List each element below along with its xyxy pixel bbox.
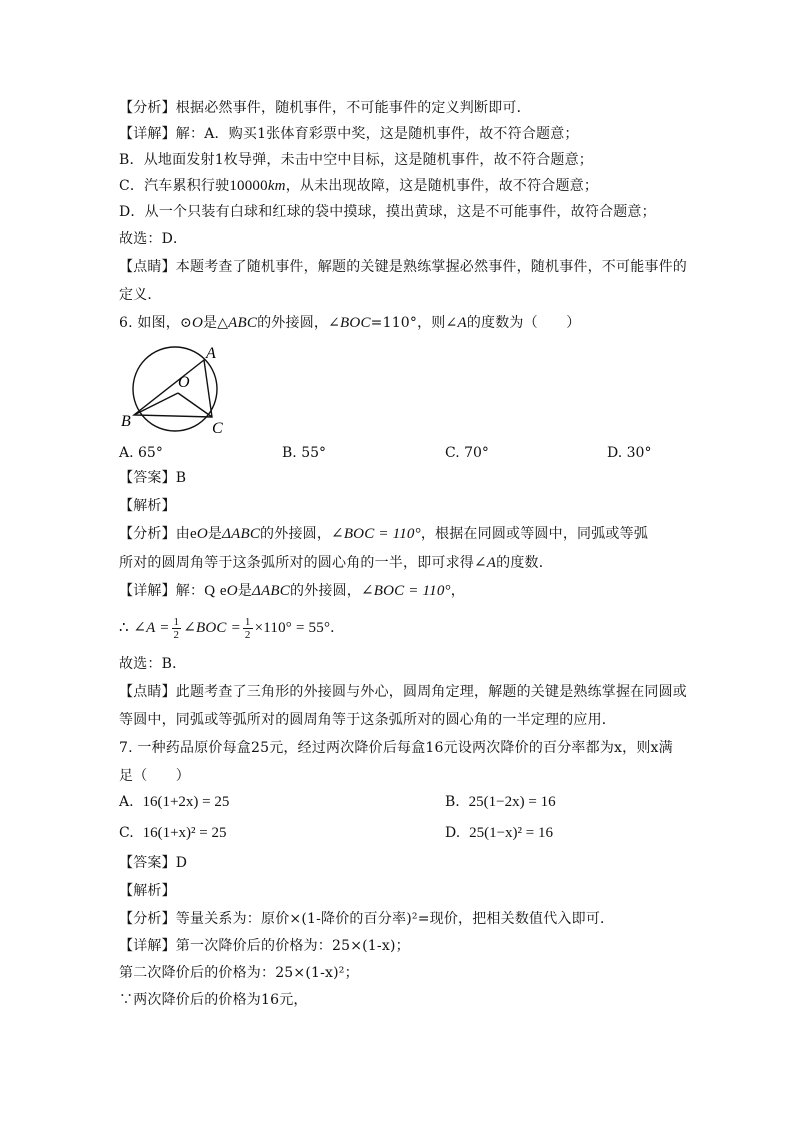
q7-option-d-label: D.: [445, 825, 461, 841]
q5-detail-b: B．从地面发射1枚导弹，未击中空中目标，这是随机事件，故不符合题意；: [119, 152, 593, 168]
q5-choose: 故选：D．: [119, 231, 188, 247]
q6-calc-fraction-2: [243, 616, 253, 641]
q5-detail-c-num: 10000: [229, 178, 268, 194]
q7-option-d: [445, 823, 553, 843]
q6-calc-den: 2: [173, 628, 180, 641]
q6-calc-lhs: ∠A =: [133, 620, 170, 636]
q5-detail-a: 【详解】解：A．购买1张体育彩票中奖，这是随机事件，故不符合题意；: [119, 126, 579, 142]
q6-option-b: B. 55°: [282, 445, 327, 461]
q7-stem-line1: 7. 一种药品原价每盒25元，经过两次降价后每盒16元设两次降价的百分率都为x，则x满: [119, 740, 673, 756]
q6-detail-q: Q: [204, 583, 216, 599]
q6-detail-mid2: 的外接圆，: [289, 583, 361, 599]
q6-analysis-line2: [119, 553, 553, 573]
q6-stem-mid1: 是△: [203, 315, 229, 331]
q7-option-a-label: A.: [119, 794, 134, 810]
q7-option-b-label: B.: [445, 794, 460, 810]
q7-explain-heading: 【解析】: [119, 883, 176, 899]
q6-explain-heading: 【解析】: [119, 498, 176, 514]
q6-calc-num: 1: [173, 615, 180, 628]
q6-comment-line2: 等圆中，同弧或等弧所对的圆周角等于这条弧所对的圆心角的一半定理的应用．: [119, 712, 616, 728]
q7-option-d-expr: 25(1−x)² = 16: [469, 825, 553, 841]
q6-detail-mid: 是: [237, 583, 253, 599]
q6-calc-num2: 1: [244, 615, 251, 628]
q6-analysis-e: e: [190, 526, 197, 542]
q7-option-b-expr: 25(1−2x) = 16: [468, 794, 556, 810]
label-c: C: [212, 420, 223, 437]
label-b: B: [121, 413, 131, 430]
q6-detail-eq: ∠BOC = 110°: [360, 583, 451, 599]
label-o: O: [178, 374, 190, 391]
q6-analysis-eq: ∠BOC = 110°: [331, 526, 421, 542]
label-a: A: [206, 345, 216, 362]
q6-calc-mid: ∠BOC =: [183, 620, 241, 636]
q6-analysis2-pre: 所对的圆周角等于这条弧所对的圆心角的一半，即可求得: [119, 555, 474, 571]
q6-calc-end: ．: [330, 620, 345, 636]
q5-detail-c-pre: C．汽车累积行驶: [119, 178, 230, 194]
q6-analysis-o: O: [196, 526, 208, 542]
q6-detail-post: ，: [450, 583, 465, 599]
q7-stem-line2: 足（ ）: [119, 768, 190, 784]
q5-detail-c: [119, 176, 598, 196]
q6-stem-pre: 6. 如图，⊙: [119, 315, 192, 331]
q6-option-d: D. 30°: [607, 445, 652, 461]
q5-detail-c-post: ，从未出现故障，这是随机事件，故不符合题意；: [285, 178, 599, 194]
q6-analysis-tri: ΔABC: [222, 526, 261, 542]
q6-calc-fraction-1: [172, 616, 182, 641]
q5-detail-c-unit: km: [267, 178, 286, 194]
q5-comment-line2: 定义．: [119, 287, 162, 303]
q6-detail-pre: 【详解】解：: [119, 583, 205, 599]
q6-analysis-mid2: 的外接圆，: [260, 526, 332, 542]
q7-option-c-expr: 16(1+x)² = 25: [142, 825, 227, 841]
q6-detail-e: e: [219, 583, 227, 599]
q6-stem-abc: ABC: [228, 315, 258, 331]
q6-stem-mid3: =110°，则∠: [370, 315, 458, 331]
q7-option-a: [119, 792, 229, 812]
q7-answer: 【答案】D: [119, 855, 188, 871]
q6-option-a: A. 65°: [119, 445, 163, 461]
q6-stem-post: 的度数为（ ）: [466, 315, 581, 331]
q6-stem-a: A: [457, 315, 467, 331]
q6-calculation: [119, 613, 344, 643]
q6-detail-tri: ΔABC: [252, 583, 290, 599]
q6-analysis2-a: ∠A: [474, 555, 497, 571]
q7-option-c-label: C.: [119, 825, 134, 841]
q5-comment-line1: 【点睛】本题考查了随机事件，解题的关键是熟练掌握必然事件，随机事件，不可能事件的: [119, 259, 687, 275]
q6-detail: [119, 581, 465, 601]
q7-detail-line1: 【详解】第一次降价后的价格为：25×(1-x)；: [119, 938, 410, 954]
circle-figure: [118, 338, 238, 440]
q6-stem-o: O: [191, 315, 203, 331]
q6-stem-mid2: 的外接圆，∠: [257, 315, 341, 331]
q7-detail-line3: ∵两次降价后的价格为16元，: [119, 992, 308, 1008]
q7-detail-line2: 第二次降价后的价格为：25×(1-x)²；: [119, 965, 359, 981]
q6-analysis-pre: 【分析】由: [119, 526, 190, 542]
q6-analysis-line1: [119, 524, 648, 544]
q6-analysis-post: ，根据在同圆或等圆中，同弧或等弧: [420, 526, 649, 542]
q6-calc-therefore: ∴: [119, 620, 129, 636]
q6-detail-o: O: [226, 583, 238, 599]
q6-analysis-mid: 是: [207, 526, 223, 542]
q5-analysis: 【分析】根据必然事件，随机事件，不可能事件的定义判断即可．: [119, 100, 531, 116]
q6-comment-line1: 【点睛】此题考查了三角形的外接圆与外心，圆周角定理，解题的关键是熟练掌握在同圆或: [119, 684, 687, 700]
q6-calc-rhs: ×110° = 55°: [254, 620, 331, 636]
q6-analysis2-post: 的度数．: [496, 555, 553, 571]
q7-analysis: 【分析】等量关系为：原价×(1-降价的百分率)²=现价，把相关数值代入即可．: [119, 911, 615, 927]
q5-detail-d: D．从一个只装有白球和红球的袋中摸球，摸出黄球，这是不可能事件，故符合题意；: [119, 204, 656, 220]
q7-option-c: [119, 823, 226, 843]
segment-oc: [178, 393, 212, 417]
q6-choose: 故选：B．: [119, 656, 187, 672]
q7-option-a-expr: 16(1+2x) = 25: [142, 794, 230, 810]
q6-stem: [119, 313, 580, 333]
q6-stem-boc: BOC: [340, 315, 371, 331]
q6-answer: 【答案】B: [119, 470, 187, 486]
q6-calc-den2: 2: [244, 628, 251, 641]
segment-ob: [134, 393, 178, 415]
q6-option-c: C. 70°: [445, 445, 489, 461]
q7-option-b: [445, 792, 556, 812]
